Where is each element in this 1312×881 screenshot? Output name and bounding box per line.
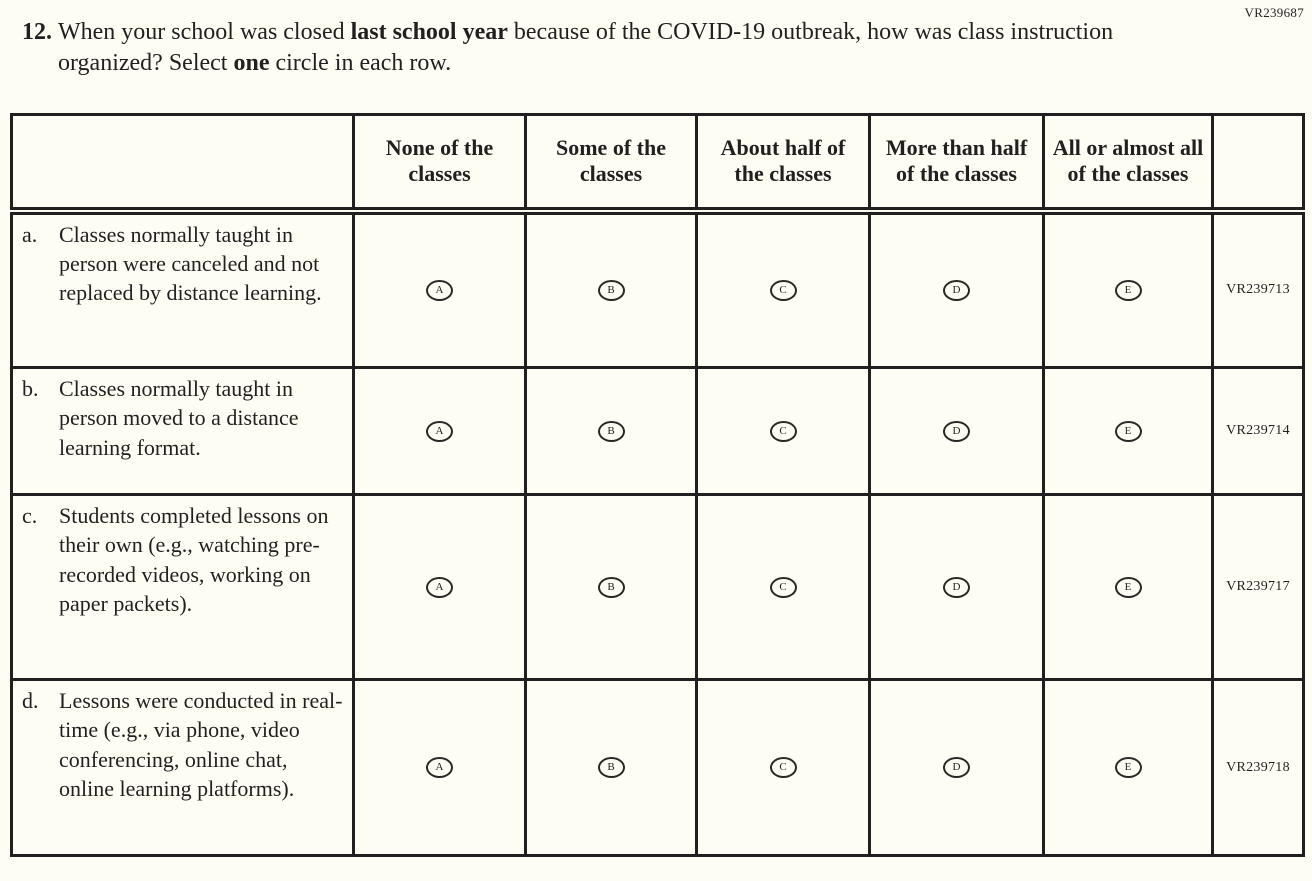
answer-circle-d[interactable]: D — [943, 577, 970, 598]
answer-circle-d[interactable]: D — [943, 757, 970, 778]
row-c-text: Students completed lessons on their own (e.g., watching pre-recorded videos, working on paper packets). — [59, 503, 329, 616]
row-a-text: Classes normally taught in person were canceled and not replaced by distance learning. — [59, 221, 322, 305]
row-b-text: Classes normally taught in person moved to a distance learning format. — [59, 376, 299, 460]
row-a-option-cell-b — [526, 211, 697, 368]
row-b-option-cell-d — [870, 368, 1044, 495]
row-d-item-code: VR239718 — [1213, 680, 1304, 856]
row-d-option-cell-d — [870, 680, 1044, 856]
row-a-option-cell-e — [1044, 211, 1213, 368]
row-a-option-cell-d — [870, 211, 1044, 368]
row-b-item-code: VR239714 — [1213, 368, 1304, 495]
row-d-description — [12, 680, 354, 856]
row-b-option-cell-b — [526, 368, 697, 495]
row-d-option-cell-c — [697, 680, 870, 856]
row-c-option-cell-a — [354, 495, 526, 680]
row-b-letter: b. — [22, 376, 39, 401]
answer-circle-a[interactable]: A — [426, 421, 453, 442]
answer-circle-e[interactable]: E — [1115, 280, 1142, 301]
answer-circle-e[interactable]: E — [1115, 577, 1142, 598]
answer-circle-d[interactable]: D — [943, 280, 970, 301]
row-b-option-cell-c — [697, 368, 870, 495]
question-number: 12. — [22, 19, 52, 45]
row-d-text: Lessons were conducted in real-time (e.g., via phone, video conferencing, online chat, online learning platforms). — [59, 688, 343, 801]
header-none-of-the-classes: None of the classes — [354, 115, 526, 211]
row-a-option-cell-a — [354, 211, 526, 368]
row-b-option-cell-e — [1044, 368, 1213, 495]
answer-circle-b[interactable]: B — [598, 577, 625, 598]
answer-circle-b[interactable]: B — [598, 280, 625, 301]
header-row — [12, 115, 1304, 211]
answer-circle-d[interactable]: D — [943, 421, 970, 442]
header-some-of-the-classes: Some of the classes — [526, 115, 697, 211]
row-a-item-code: VR239713 — [1213, 211, 1304, 368]
row-d-option-cell-a — [354, 680, 526, 856]
answer-circle-e[interactable]: E — [1115, 421, 1142, 442]
row-d-letter: d. — [22, 688, 39, 713]
row-c-letter: c. — [22, 503, 38, 528]
answer-circle-a[interactable]: A — [426, 757, 453, 778]
question-part1: When your school was closed — [58, 19, 351, 45]
header-all-or-almost-all: All or almost all of the classes — [1044, 115, 1213, 211]
row-c-item-code: VR239717 — [1213, 495, 1304, 680]
answer-circle-a[interactable]: A — [426, 577, 453, 598]
answer-circle-c[interactable]: C — [770, 280, 797, 301]
header-about-half: About half of the classes — [697, 115, 870, 211]
form-code: VR239687 — [1244, 5, 1304, 20]
question-part3: circle in each row. — [269, 50, 452, 77]
answer-matrix-table — [10, 113, 1305, 857]
answer-circle-c[interactable]: C — [770, 577, 797, 598]
row-b-option-cell-a — [354, 368, 526, 495]
row-a-description — [12, 211, 354, 368]
table-row-b — [12, 368, 1304, 495]
answer-circle-a[interactable]: A — [426, 280, 453, 301]
row-c-description — [12, 495, 354, 680]
row-d-option-cell-b — [526, 680, 697, 856]
row-c-option-cell-b — [526, 495, 697, 680]
answer-circle-c[interactable]: C — [770, 757, 797, 778]
row-d-option-cell-e — [1044, 680, 1213, 856]
question-text — [58, 17, 1128, 79]
answer-circle-e[interactable]: E — [1115, 757, 1142, 778]
row-a-letter: a. — [22, 221, 38, 247]
question-stem — [22, 17, 1172, 79]
row-c-option-cell-c — [697, 495, 870, 680]
answer-circle-b[interactable]: B — [598, 757, 625, 778]
header-code-blank — [1213, 115, 1304, 211]
row-c-option-cell-d — [870, 495, 1044, 680]
row-c-option-cell-e — [1044, 495, 1213, 680]
table-row-d — [12, 680, 1304, 856]
answer-circle-c[interactable]: C — [770, 421, 797, 442]
row-b-description — [12, 368, 354, 495]
row-a-option-cell-c — [697, 211, 870, 368]
header-more-than-half: More than half of the classes — [870, 115, 1044, 211]
table-row-c — [12, 495, 1304, 680]
question-bold1: last school year — [350, 19, 508, 45]
header-blank — [12, 115, 354, 211]
question-part2: because of the COVID-19 outbreak, how was class instruction organized? Select — [58, 19, 1114, 77]
question-bold2: one — [233, 50, 270, 77]
answer-circle-b[interactable]: B — [598, 421, 625, 442]
table-row-a — [12, 211, 1304, 368]
